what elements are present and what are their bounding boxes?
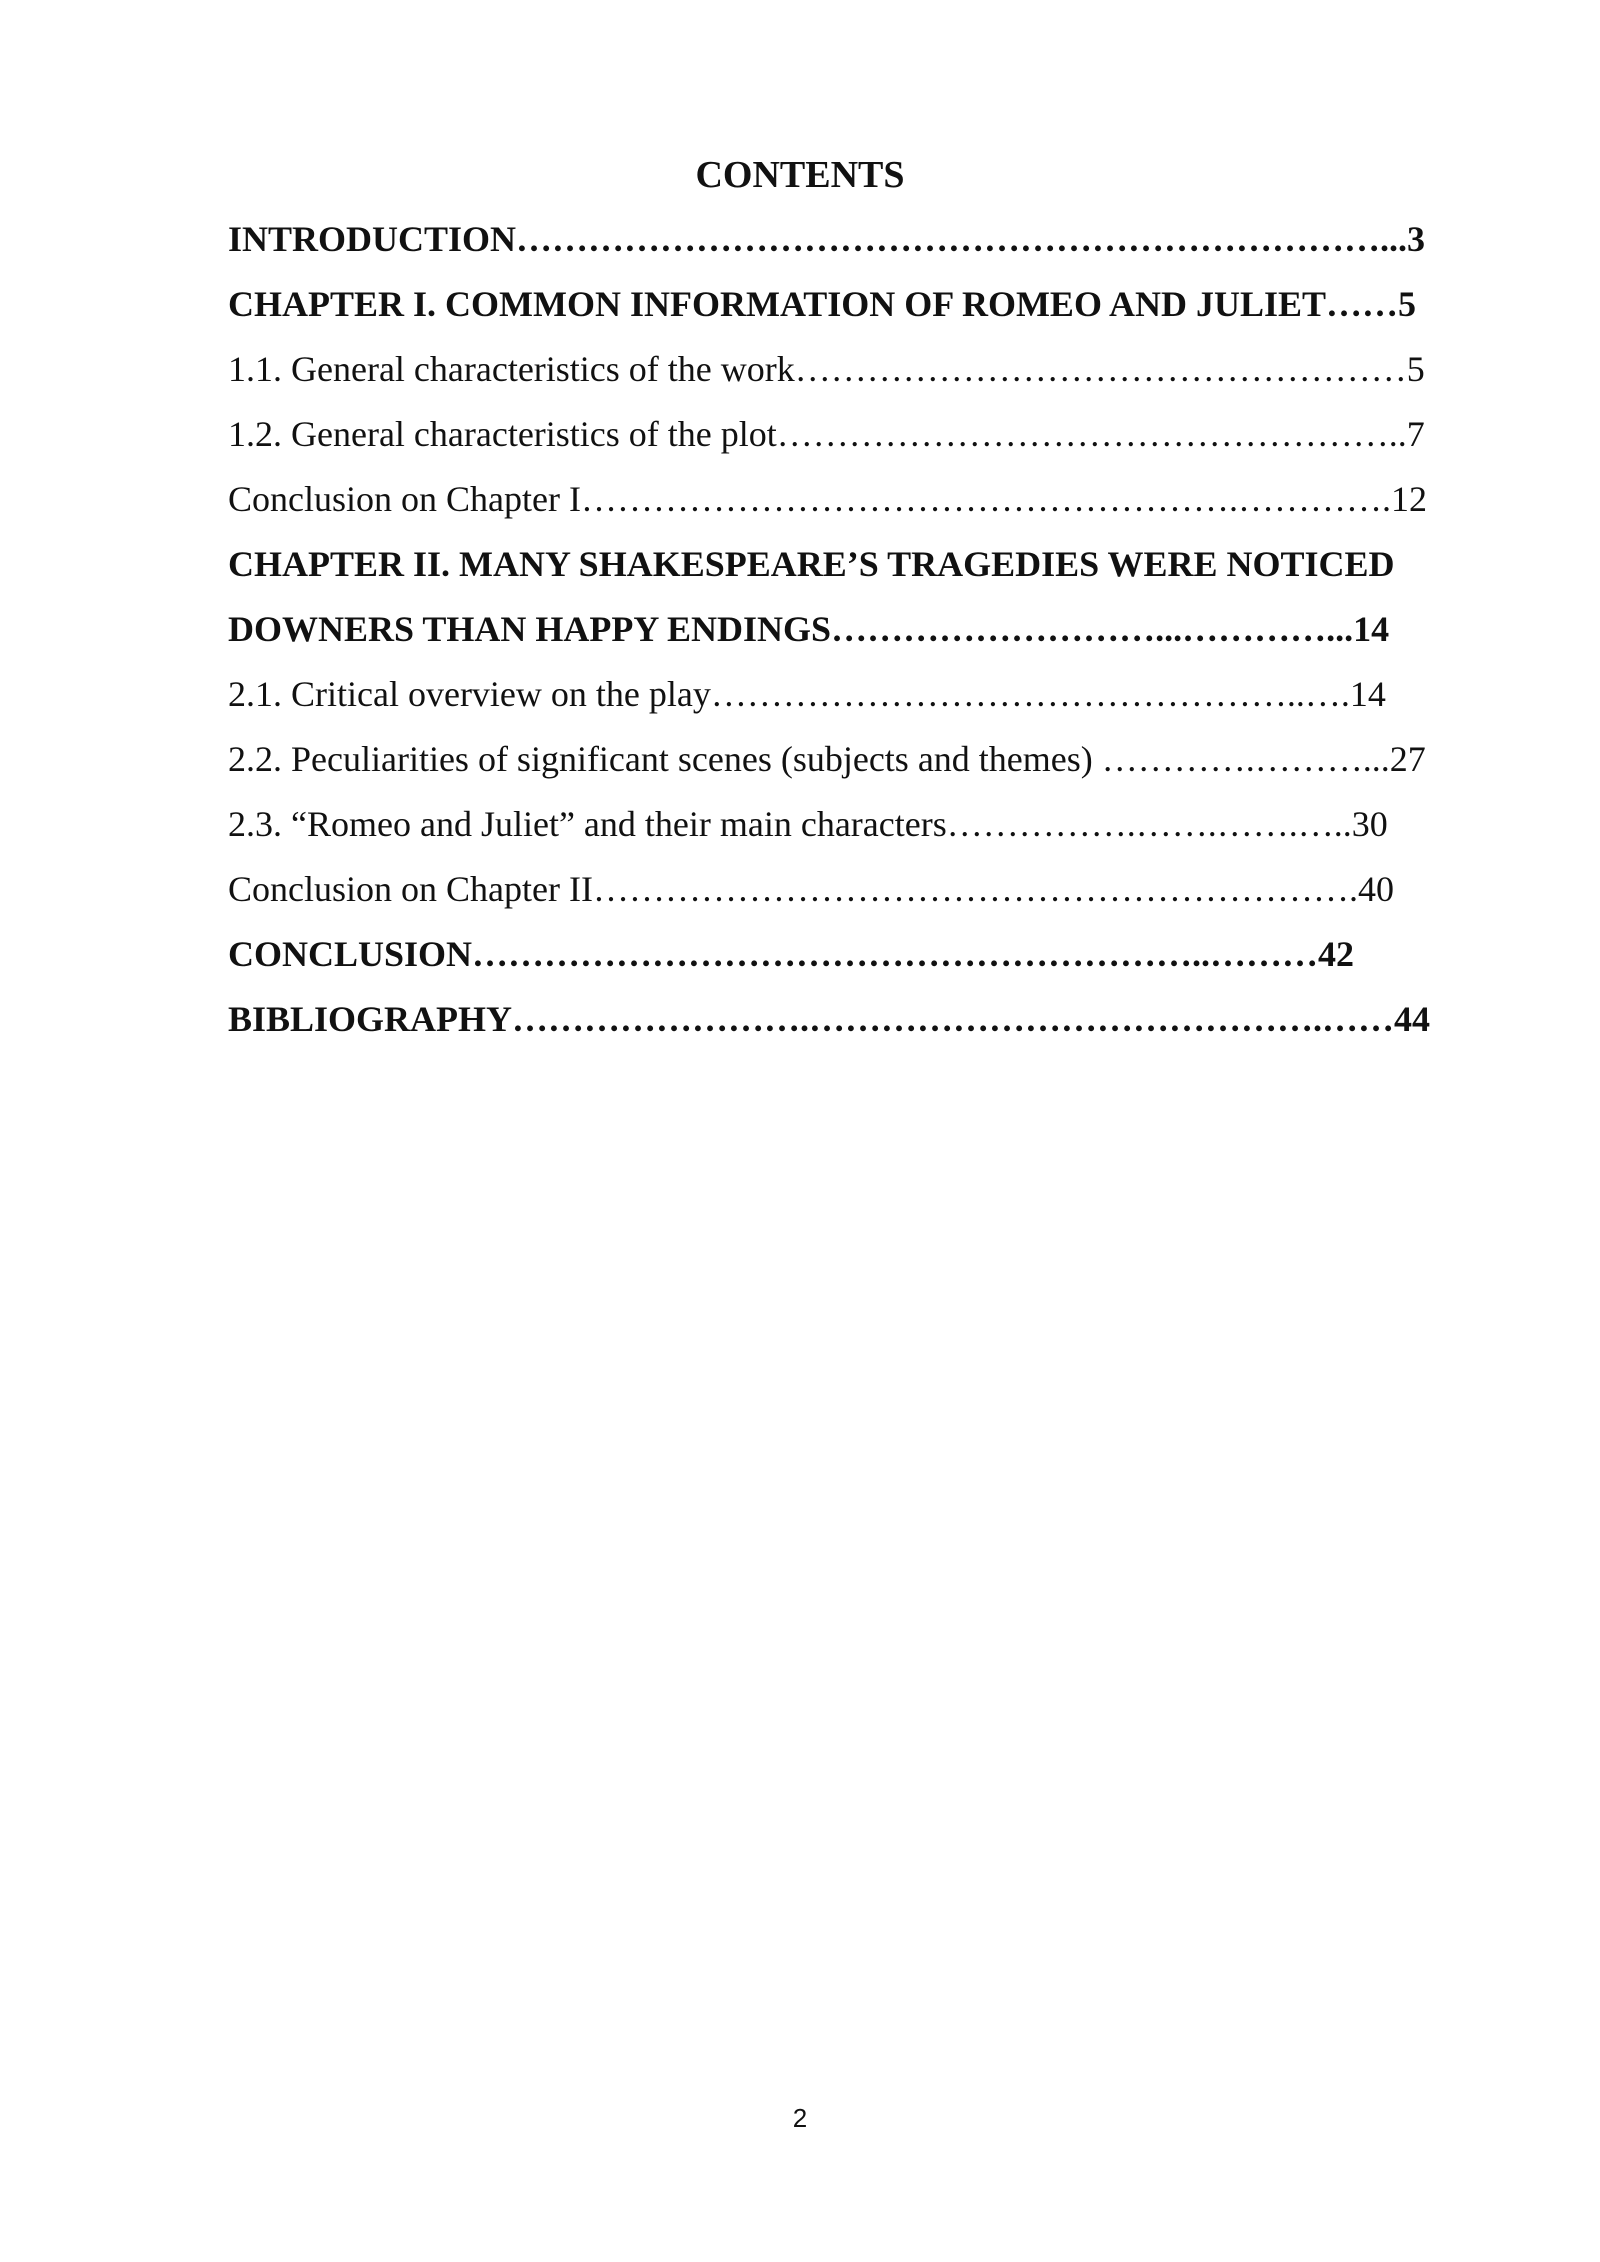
toc-entry-bibliography: BIBLIOGRAPHY…………………….…………………………………….……44 <box>228 999 1431 1039</box>
toc-entry-conclusion: CONCLUSION……………………………………………………..………42 <box>228 934 1355 974</box>
toc-entry-section-1-1: 1.1. General characteristics of the work……………………………………………5 <box>228 349 1425 389</box>
contents-title: CONTENTS <box>695 154 905 196</box>
toc-entry-conclusion-chapter-1: Conclusion on Chapter I……………………………………………….………….12 <box>228 479 1427 519</box>
table-of-contents <box>228 213 1488 1058</box>
toc-entry-section-1-2: 1.2. General characteristics of the plot……………………………………………..7 <box>228 414 1425 454</box>
toc-entry-section-2-1: 2.1. Critical overview on the play…………………………………………..….14 <box>228 674 1386 714</box>
toc-entry-conclusion-chapter-2: Conclusion on Chapter II……………………………………………………….40 <box>228 869 1394 909</box>
toc-entry-section-2-3: 2.3. “Romeo and Juliet” and their main characters…………….…….…….…..30 <box>228 804 1388 844</box>
toc-entry-chapter-1: CHAPTER I. COMMON INFORMATION OF ROMEO AND JULIET……5 <box>228 284 1416 324</box>
toc-entry-chapter-2-line-2: DOWNERS THAN HAPPY ENDINGS………………………...…………...14 <box>228 609 1390 649</box>
toc-entry-introduction: INTRODUCTION………………………………………………………………...3 <box>228 219 1426 259</box>
toc-entry-section-2-2: 2.2. Peculiarities of significant scenes (subjects and themes) ………….………...27 <box>228 739 1426 779</box>
toc-entry-chapter-2-line-1: CHAPTER II. MANY SHAKESPEARE’S TRAGEDIES WERE NOTICED <box>228 544 1395 584</box>
page-number: 2 <box>792 2103 808 2133</box>
